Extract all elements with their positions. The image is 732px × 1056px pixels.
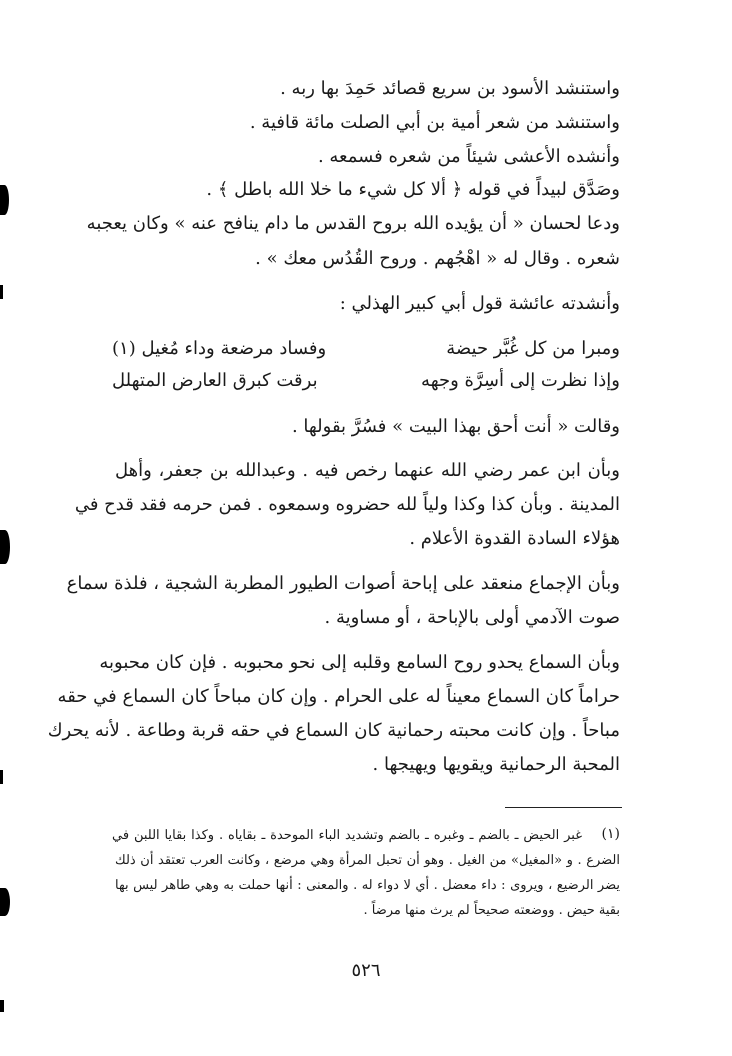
footnote-line-2: الضرع . و «المغيل» من الغيل . وهو أن تحبل المرأة وهي مرضع ، وكانت العرب تعتقد أن ذلك — [115, 853, 620, 868]
footnote-line-4: بقية حيض . ووضعته صحيحاً لم يرث منها مرضاً . — [363, 903, 620, 918]
edge-mark-4 — [0, 770, 3, 784]
para2-line-2: صوت الآدمي أولى بالإباحة ، أو مساوية . — [324, 607, 620, 628]
edge-mark-1 — [0, 185, 9, 215]
footnote-number: (١) — [601, 826, 620, 842]
body-line-7: وأنشدته عائشة قول أبي كبير الهذلي : — [339, 293, 620, 314]
after-verse-line: وقالت « أنت أحق بهذا البيت » فسُرَّ بقولها . — [291, 416, 620, 437]
para3-line-1: وبأن السماع يحدو روح السامع وقلبه إلى نحو محبوبه . فإن كان محبوبه — [99, 652, 620, 673]
para3-line-4: المحبة الرحمانية ويقويها ويهيجها . — [372, 754, 620, 775]
verse-2-second-hemistich: برقت كبرق العارض المتهلل — [112, 370, 318, 391]
para1-line-3: هؤلاء السادة القدوة الأعلام . — [409, 528, 620, 549]
footnote-line-1: غبر الحيض ـ بالضم ـ وغبره ـ بالضم وتشديد الباء الموحدة ـ بقاياه . وكذا بقايا اللبن في — [112, 828, 582, 843]
body-line-1: واستنشد الأسود بن سريع قصائد حَمِدَ بها ربه . — [280, 78, 620, 99]
body-line-3: وأنشده الأعشى شيئاً من شعره فسمعه . — [317, 146, 620, 167]
body-line-4: وصَدَّق لبيداً في قوله ﴿ ألا كل شيء ما خلا الله باطل ﴾ . — [206, 179, 620, 200]
footnote-line-3: يضر الرضيع ، ويروى : داء معضل . أي لا دواء له . والمعنى : أنها حملت به وهي طاهر ليس بها — [115, 878, 620, 893]
para3-line-2: حراماً كان السماع معيناً له على الحرام . وإن كان مباحاً كان السماع في حقه — [57, 686, 620, 707]
para3-line-3: مباحاً . وإن كانت محبته رحمانية كان السماع في حقه قربة وطاعة . لأنه يحرك — [47, 720, 620, 741]
edge-mark-3 — [0, 530, 10, 564]
para1-line-2: المدينة . وبأن كذا وكذا ولياً لله حضروه وسمعوه . فمن حرمه فقد قدح في — [74, 494, 620, 515]
edge-mark-6 — [0, 1000, 4, 1012]
verse-2-first-hemistich: وإذا نظرت إلى أسِرَّة وجهه — [421, 370, 620, 391]
footnote-separator — [505, 807, 622, 808]
verse-1-first-hemistich: ومبرا من كل غُبَّر حيضة — [446, 338, 620, 359]
body-line-2: واستنشد من شعر أمية بن أبي الصلت مائة قافية . — [249, 112, 620, 133]
page-number: ٥٢٦ — [351, 960, 381, 981]
edge-mark-5 — [0, 888, 10, 916]
edge-mark-2 — [0, 285, 3, 299]
para1-line-1: وبأن ابن عمر رضي الله عنهما رخص فيه . وعبدالله بن جعفر، وأهل — [115, 460, 620, 481]
verse-1-second-hemistich: وفساد مرضعة وداء مُغيل (١) — [112, 338, 327, 359]
body-line-6: شعره . وقال له « اهْجُهم . وروح القُدُس معك » . — [255, 248, 620, 269]
para2-line-1: وبأن الإجماع منعقد على إباحة أصوات الطيور المطربة الشجية ، فلذة سماع — [66, 573, 620, 594]
body-line-5: ودعا لحسان « أن يؤيده الله بروح القدس ما دام ينافح عنه » وكان يعجبه — [86, 213, 620, 234]
